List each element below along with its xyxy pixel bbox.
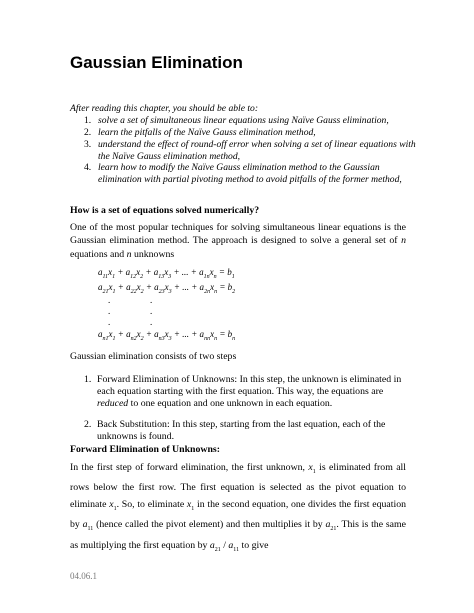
section-heading-forward: Forward Elimination of Unknowns:	[70, 444, 220, 455]
equation-dot: .	[150, 306, 153, 316]
equation-row-1: $a_{11}x_1 + a_{12}x_2 + a_{13}x_3$ + ... + $a_{1n}x_n = b_1$	[98, 267, 235, 280]
equation-dot: .	[108, 306, 111, 316]
page-title: Gaussian Elimination	[70, 53, 243, 72]
equation-dot: .	[108, 295, 111, 305]
forward-elimination-paragraph: In the first step of forward elimination, the first unknown, $x_1$ is eliminated from all rows below the first row. The first equation is selected as the pivot equation to eliminate $x_1$. So, to eliminate $x_1$ in the second equation, one divides the first equation by $a_{11}$ (hence called the pivot element) and then multiplies it by $a_{21}$. This is the same as multiplying the first equation by $a_{21} / a_{11}$ to give	[70, 462, 406, 553]
equation-row-2: $a_{21}x_1 + a_{22}x_2 + a_{23}x_3$ + ... + $a_{2n}x_n = b_2$	[98, 282, 236, 295]
objectives-intro: After reading this chapter, you should be able to:	[70, 103, 259, 114]
equation-dot: .	[150, 317, 153, 327]
steps-intro: Gaussian elimination consists of two steps	[70, 351, 237, 362]
equation-dot: .	[108, 317, 111, 327]
intro-paragraph: One of the most popular techniques for solving simultaneous linear equations is the Gaussian elimination method. The approach is designed to solve a general set of n equations and n unknowns	[70, 222, 406, 260]
equation-row-n: $a_{n1}x_1 + a_{n2}x_2 + a_{n3}x_3$ + ... + $a_{nn}x_n = b_n$	[98, 329, 236, 342]
section-heading-numerical: How is a set of equations solved numerically?	[70, 205, 260, 216]
equation-dot: .	[150, 295, 153, 305]
page-number: 04.06.1	[70, 571, 97, 581]
